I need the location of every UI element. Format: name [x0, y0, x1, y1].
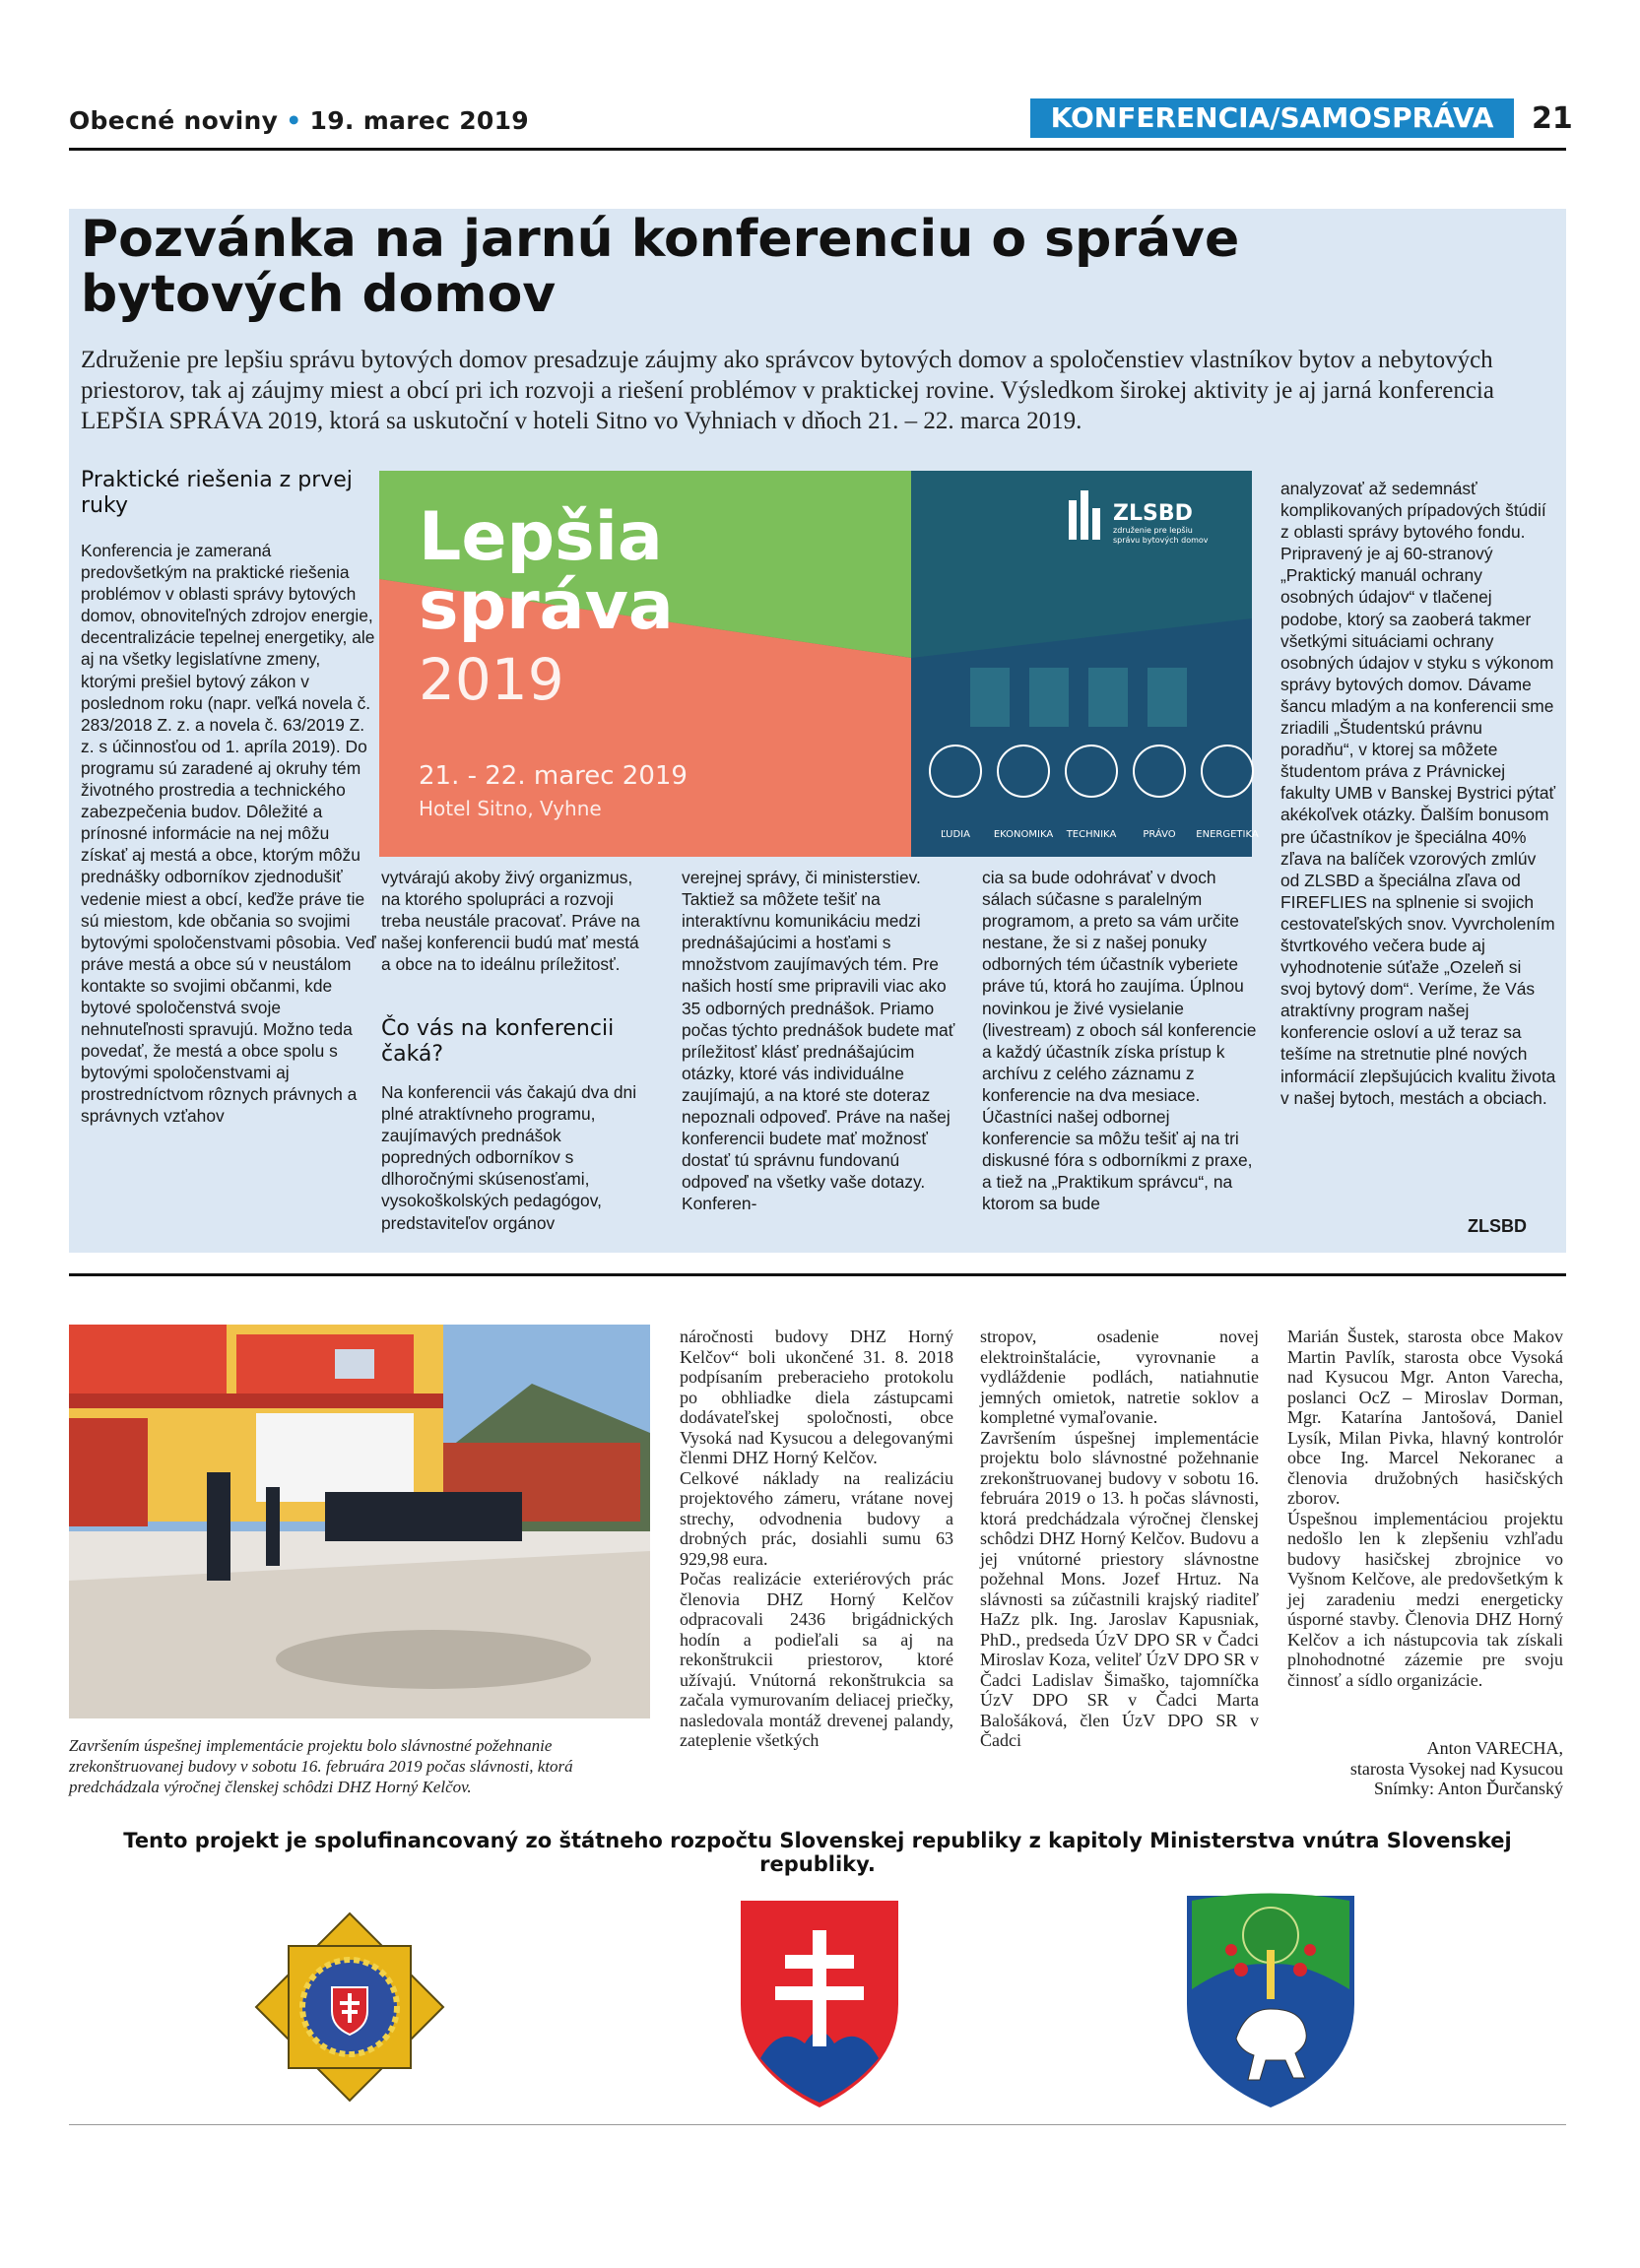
poster-year: 2019: [419, 646, 564, 713]
poster-title-2: správa: [419, 567, 674, 645]
poster-venue: Hotel Sitno, Vyhne: [419, 797, 602, 820]
firehouse-photo: [69, 1325, 650, 1718]
poster-category-label: ĽUDIA: [941, 829, 970, 840]
poster-category-label: EKONOMIKA: [993, 829, 1054, 840]
article-column-3: verejnej správy, či ministerstiev. Taktiež sa môžete tešiť na interaktívnu komunikáciu medzi prednášajúcimi a hosťami s množstvom zaujímavých tém. Pre našich hostí sme pripravili viac ako 35 odborných prednášok. Priamo počas týchto prednášok budete mať príležitosť klásť prednášajúcim otázky, ktoré vás individuálne zaujímajú, a na ktoré ste doteraz nepoznali odpoveď. Práve na našej konferencii budete mať možnosť dostať tú správnu fundovanú odpoveď na všetky vaše dotazy. Konferen-: [682, 868, 955, 1214]
report-column-3: Marián Šustek, starosta obce Makov Martin Pavlík, starosta obce Vysoká nad Kysucou Mgr. Anton Varecha, poslanci OcZ – Miroslav Dorman, Mgr. Katarína Jantošová, Daniel Lysík, Milan Pivka, hlavný kontrolór obce Ing. Marcel Nekoranec a členovia družobných hasičských zborov. Úspešnou implementáciou projektu nedošlo len k zlepšeniu vzhľadu budovy hasičskej zbrojnice vo Vyšnom Kelčove, ale predovšetkým k jej zaradeniu medzi energeticky úsporné stavby. Členovia DHZ Horný Kelčov a ich nástupcovia tak získali plnohodnotné zázemie pre svoju činnosť a sídlo organizácie.: [1287, 1327, 1563, 1690]
report-signature: [1287, 1738, 1563, 1799]
article-divider: [69, 1273, 1566, 1276]
report-column-2: stropov, osadenie novej elektroinštalácie, vyrovnanie a vydláždenie podlách, natiahnutie jemných omietok, natretie soklov a kompletné vymaľovanie. Završením úspešnej implementácie projektu bolo slávnostné požehnanie zrekonštruovanej budovy v sobotu 16. februára 2019 o 13. h počas slávnosti, ktorá predchádzala výročnej členskej schôdzi DHZ Horný Kelčov. Budovu a jej vnútorné priestory slávnostne požehnal Mons. Jozef Hrtuz. Na slávnosti sa zúčastnili krajský riaditeľ HaZz plk. Ing. Jaroslav Kapusniak, PhD., predseda ÚzV DPO SR v Čadci Miroslav Koza, veliteľ ÚzV DPO SR v Čadci Ladislav Šimaško, tajomníčka ÚzV DPO SR v Čadci Marta Balošáková, člen ÚzV DPO SR v Čadci: [980, 1327, 1259, 1750]
header-divider: [69, 148, 1566, 151]
article-lead: Združenie pre lepšiu správu bytových domov presadzuje záujmy ako správcov bytových domov a spoločenstiev vlastníkov bytov a nebytových priestorov, tak aj záujmy miest a obcí pri ich rozvoji a riešení problémov v praktickej rovine. Výsledkom širokej aktivity je aj jarná konferencia LEPŠIA SPRÁVA 2019, ktorá sa uskutoční v hoteli Sitno vo Vyhniach v dňoch 21. – 22. marca 2019.: [81, 347, 1494, 434]
poster-category-label: PRÁVO: [1143, 829, 1176, 840]
separator-dot: •: [286, 106, 302, 135]
photo-caption: Završením úspešnej implementácie projektu bolo slávnostné požehnanie zrekonštruovanej budovy v sobotu 16. februára 2019 počas slávnosti, ktorá predchádzala výročnej členskej schôdzi DHZ Horný Kelčov.: [69, 1736, 573, 1796]
fire-brigade-emblem-icon: [251, 1909, 448, 2110]
publication-header: [69, 106, 529, 135]
article-column-4: cia sa bude odohrávať v dvoch sálach súčasne s paralelným programom, a preto sa vám určite nestane, že si z našej ponuky odborných tém účastník vyberiete práve tú, ktorá ho zaujíma. Úplnou novinkou je živé vysielanie (livestream) z oboch sál konferencie a každý účastník získa prístup k archívu z celého záznamu z konferencie na dva mesiace. Účastníci našej odbornej konferencie sa môžu tešiť aj na tri diskusné fóra s odborníkmi z praxe, a tiež na „Praktikum správcu“, na ktorom sa bude: [982, 868, 1257, 1214]
poster-dates: 21. - 22. marec 2019: [419, 761, 688, 791]
publication-name: Obecné noviny: [69, 106, 279, 135]
signature-role: starosta Vysokej nad Kysucou: [1349, 1758, 1563, 1779]
issue-date: 19. marec 2019: [309, 106, 529, 135]
municipal-coat-of-arms-icon: [1182, 1891, 1359, 2117]
poster-category-label: TECHNIKA: [1066, 829, 1117, 840]
signature-name: Anton VARECHA,: [1426, 1738, 1563, 1758]
article-column-2b: Na konferencii vás čakajú dva dni plné atraktívneho programu, zaujímavých prednášok popredných odborníkov s dlhoročnými skúsenosťami, vysokoškolských pedagógov, predstaviteľov orgánov: [381, 1082, 637, 1233]
poster-category-label: ENERGETIKA: [1196, 829, 1259, 840]
article-signature: ZLSBD: [1468, 1216, 1527, 1236]
section-label: KONFERENCIA/SAMOSPRÁVA: [1030, 98, 1514, 138]
article-column-5: analyzovať až sedemnásť komplikovaných prípadových štúdií z oblasti správy bytového fondu. Pripravený je aj 60-stranový „Praktický manuál ochrany osobných údajov“ v tlačenej podobe, ktorý sa zaoberá takmer všetkými situáciami ochrany osobných údajov v styku s výkonom správy bytových domov. Dávame šancu mladým a na konferencii sme zriadili „Študentskú právnu poradňu“, v ktorej sa môžete študentom práva z Právnickej fakulty UMB v Banskej Bystrici pýtať akékoľvek otázky. Ďalším bonusom pre účastníkov je špeciálna 40% zľava na balíček vzorových zmlúv od ZLSBD a špeciálna zľava od FIREFLIES na splnenie si svojich cestovateľských snov. Vyvrcholením štvrtkového večera bude aj vyhodnotenie súťaže „Ozeleň si svoj bytový dom“. Veríme, že Vás atraktívny program našej konferencie osloví a už teraz sa tešíme na stretnutie plné nových informácií zlepšujúcich kvalitu života v našej bytoch, mestách a obciach.: [1280, 479, 1556, 1108]
poster-org-tagline-1: združenie pre lepšiu: [1113, 526, 1193, 535]
subheading-what-awaits: Čo vás na konferencii čaká?: [381, 1016, 615, 1067]
poster-title-1: Lepšia: [419, 498, 663, 576]
conference-poster: [379, 471, 1259, 857]
poster-org-tagline-2: správu bytových domov: [1113, 536, 1209, 545]
photo-credit: Snímky: Anton Ďurčanský: [1374, 1779, 1563, 1798]
article-title: Pozvánka na jarnú konferenciu o správe bytových domov: [81, 210, 1240, 324]
page-number: 21: [1532, 101, 1573, 136]
bottom-rule: [69, 2124, 1566, 2125]
subheading-practical: Praktické riešenia z prvej ruky: [81, 468, 353, 518]
report-column-1: náročnosti budovy DHZ Horný Kelčov“ boli ukončené 31. 8. 2018 podpísaním preberacieho protokolu po obhliadke diela zástupcami dodávateľskej spoločnosti, obce Vysoká nad Kysucou a delegovanými členmi DHZ Horný Kelčov. Celkové náklady na realizáciu projektového zámeru, vrátane novej strechy, odvodnenia budovy a drobných prác, dosiahli sumu 63 929,98 eura. Počas realizácie exteriérových prác členovia DHZ Horný Kelčov odpracovali 2436 brigádnických hodín a podieľali sa aj na rekonštrukcii priestorov, ktoré užívajú. Vnútorná rekonštrukcia sa začala vymurovaním deliacej priečky, nasledovala montáž drevenej palandy, zateplenie všetkých: [680, 1327, 953, 1750]
poster-org-name: ZLSBD: [1113, 501, 1193, 526]
slovak-coat-of-arms-icon: [736, 1896, 903, 2117]
funding-note: Tento projekt je spolufinancovaný zo štátneho rozpočtu Slovenskej republiky z kapitoly Ministerstva vnútra Slovenskej republiky.: [123, 1829, 1512, 1876]
article-column-2: vytvárajú akoby živý organizmus, na ktorého spolupráci a rozvoji treba neustále pracovať. Práve na našej konferencii budú mať mestá a obce na to ideálnu príležitosť.: [381, 868, 640, 975]
article-column-1: Konferencia je zameraná predovšetkým na praktické riešenia problémov v oblasti správy bytových domov, obnoviteľných zdrojov energie, decentralizácie tepelnej energetiky, ale aj na všetky legislatívne zmeny, ktorými prešiel bytový zákon v poslednom roku (napr. veľká novela č. 283/2018 Z. z. a novela č. 63/2019 Z. z. s účinnosťou od 1. apríla 2019). Do programu sú zaradené aj okruhy tém životného prostredia a technického zabezpečenia budov. Dôležité a prínosné informácie na nej môžu získať aj mestá a obce, ktorým môžu prednášky odborníkov zjednodušiť vedenie miest a obcí, keďže práve tie sú miestom, kde občania so svojimi bytovými spoločenstvami pôsobia. Veď práve mestá a obce sú v neustálom kontakte so svojimi občanmi, kde bytové spoločenstvá svoje nehnuteľnosti spravujú. Možno teda povedať, že mestá a obce spolu s bytovými spoločenstvami aj prostredníctvom rôznych právnych a správnych vzťahov: [81, 541, 376, 1127]
